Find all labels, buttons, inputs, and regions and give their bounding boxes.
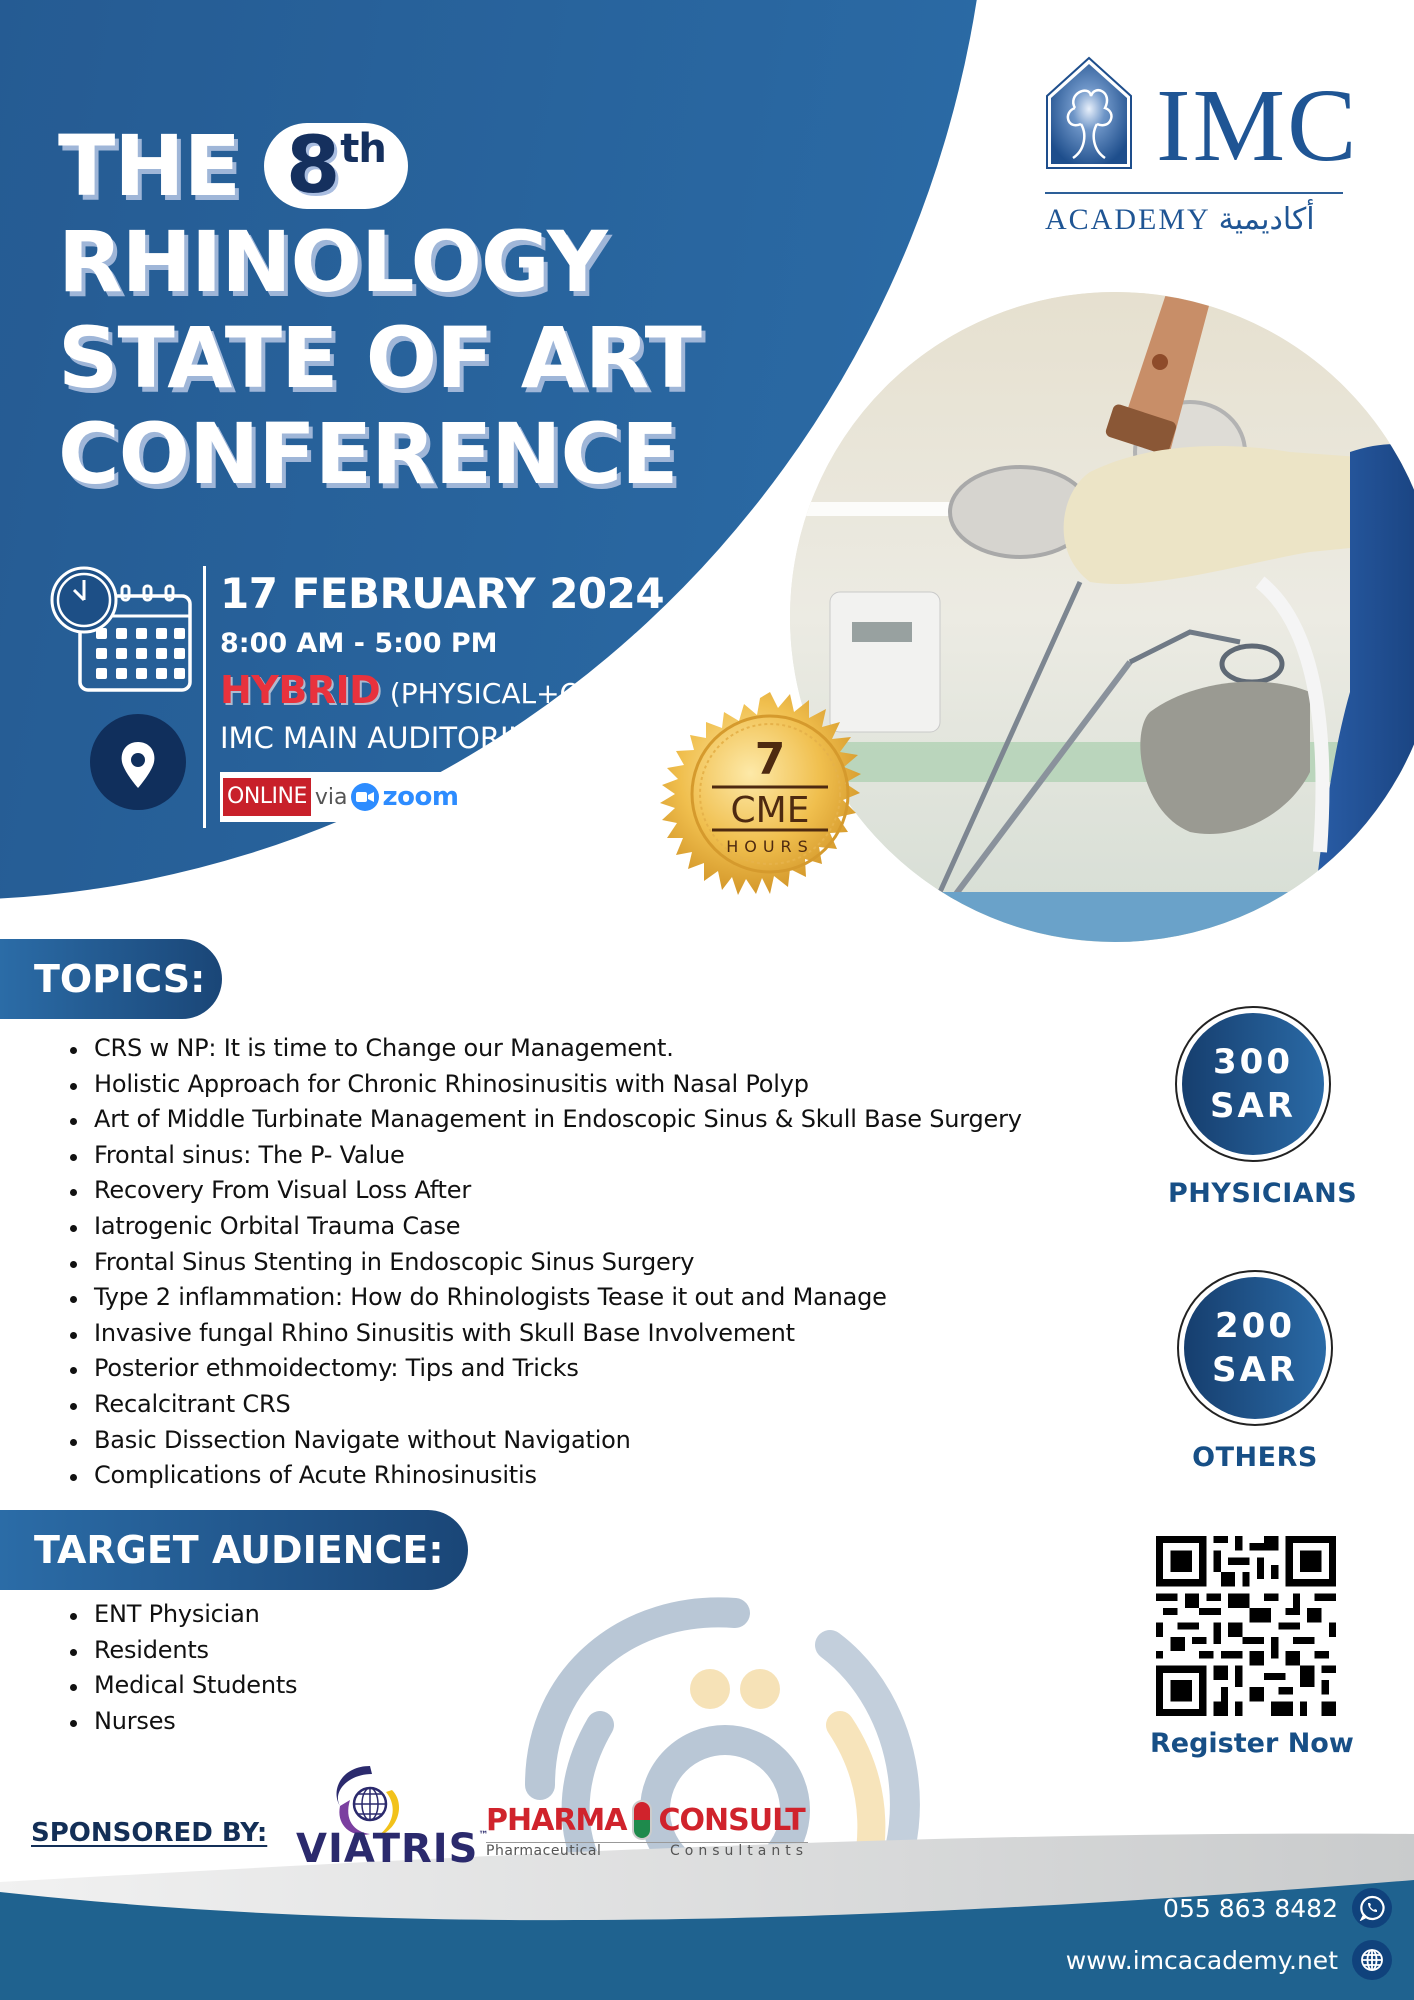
title-line-1: [58, 118, 701, 214]
topic-item: Posterior ethmoidectomy: Tips and Tricks: [64, 1351, 1022, 1387]
zoom-camera-icon: [351, 783, 379, 811]
title-line-3: STATE OF ART: [58, 309, 701, 407]
topic-item: Complications of Acute Rhinosinusitis: [64, 1458, 1022, 1494]
topic-item: Holistic Approach for Chronic Rhinosinusitis with Nasal Polyp: [64, 1067, 1022, 1103]
logo-subtitle: [1045, 202, 1315, 238]
registration-qr-code[interactable]: [1156, 1536, 1336, 1716]
tree-arch-emblem-icon: [1045, 54, 1133, 170]
svg-text:7: 7: [754, 734, 786, 785]
title-line-2: RHINOLOGY: [58, 213, 607, 311]
calendar-clock-icon: [50, 566, 200, 816]
topics-heading: [0, 939, 222, 1019]
topic-item: Iatrogenic Orbital Trauma Case: [64, 1209, 1022, 1245]
pharma-name-right: CONSULT: [658, 1802, 805, 1838]
price-ring: [1177, 1270, 1333, 1426]
imc-academy-logo: [1043, 54, 1359, 244]
ordinal-number: 8: [285, 121, 339, 211]
topic-item: CRS w NP: It is time to Change our Management.: [64, 1031, 1022, 1067]
logo-subtitle-ar: أكاديمية: [1218, 202, 1315, 237]
viatris-wordmark: [296, 1826, 489, 1872]
online-label: ONLINE: [223, 778, 311, 816]
event-date: 17 FEBRUARY 2024: [220, 569, 665, 618]
price-disc: [1182, 1013, 1324, 1155]
online-via-zoom-badge: [220, 772, 482, 822]
topic-item: Frontal sinus: The P- Value: [64, 1138, 1022, 1174]
topics-heading-label: TOPICS:: [34, 957, 206, 1001]
event-info-icons: [50, 566, 200, 816]
svg-text:HOURS: HOURS: [726, 837, 814, 856]
contact-phone[interactable]: [1163, 1888, 1392, 1928]
ordinal-badge: [264, 123, 408, 209]
pharma-consult-logo: [486, 1800, 816, 1870]
endoscopic-surgery-illustration: [790, 292, 1414, 942]
pharma-tagline-right: Consultants: [670, 1843, 808, 1859]
price-ring: [1175, 1006, 1331, 1162]
price-others: [1170, 1270, 1340, 1473]
target-audience-heading-label: TARGET AUDIENCE:: [34, 1528, 444, 1572]
audience-item: Residents: [64, 1633, 297, 1669]
ordinal-suffix: th: [340, 126, 386, 172]
website-link[interactable]: www.imcacademy.net: [1065, 1945, 1338, 1975]
conference-title: [58, 118, 701, 502]
topic-item: Invasive fungal Rhino Sinusitis with Skull Base Involvement: [64, 1316, 1022, 1352]
event-mode-highlight: HYBRID: [220, 668, 381, 712]
logo-subtitle-en: ACADEMY: [1045, 203, 1211, 236]
topics-list: [64, 1031, 1022, 1494]
trademark-mark: ™: [478, 1830, 490, 1841]
price-label: OTHERS: [1192, 1442, 1318, 1473]
logo-divider: [1045, 192, 1343, 194]
viatris-name: VIATRIS: [296, 1826, 479, 1872]
audience-item: ENT Physician: [64, 1597, 297, 1633]
topic-item: Recovery From Visual Loss After: [64, 1173, 1022, 1209]
whatsapp-icon: [1352, 1888, 1392, 1928]
register-now-link[interactable]: Register Now: [1150, 1728, 1354, 1759]
topic-item: Frontal Sinus Stenting in Endoscopic Sinus Surgery: [64, 1245, 1022, 1281]
globe-icon: [1352, 1940, 1392, 1980]
event-mode: [220, 667, 676, 717]
price-label: PHYSICIANS: [1168, 1178, 1358, 1209]
svg-text:CME: CME: [730, 790, 810, 831]
price-physicians: [1168, 1006, 1358, 1209]
topic-item: Basic Dissection Navigate without Navigation: [64, 1423, 1022, 1459]
topic-item: Type 2 inflammation: How do Rhinologists Tease it out and Manage: [64, 1280, 1022, 1316]
price-currency: SAR: [1210, 1086, 1296, 1126]
event-details: [220, 565, 676, 759]
event-venue: IMC MAIN AUDITORIUM: [220, 721, 555, 755]
audience-item: Nurses: [64, 1704, 297, 1740]
cme-hours-seal: [660, 692, 880, 914]
capsule-icon: [632, 1800, 652, 1840]
pharma-name-left: PHARMA: [486, 1802, 627, 1838]
sponsored-by-heading: SPONSORED BY:: [31, 1818, 268, 1848]
pharma-tagline-left: Pharmaceutical: [486, 1843, 602, 1859]
title-prefix: THE: [58, 117, 240, 215]
zoom-wordmark: zoom: [382, 782, 459, 812]
info-divider: [203, 566, 206, 828]
topic-item: Recalcitrant CRS: [64, 1387, 1022, 1423]
audience-list: [64, 1597, 297, 1739]
price-currency: SAR: [1212, 1350, 1298, 1390]
via-label: via: [314, 784, 348, 810]
phone-number[interactable]: 055 863 8482: [1163, 1893, 1338, 1923]
event-mode-detail: (PHYSICAL+ONLINE): [389, 677, 676, 710]
logo-wordmark: IMC: [1156, 68, 1359, 183]
event-time: 8:00 AM - 5:00 PM: [220, 628, 498, 659]
title-line-4: CONFERENCE: [58, 405, 678, 503]
price-disc: [1184, 1277, 1326, 1419]
price-amount: 200: [1215, 1306, 1295, 1346]
target-audience-heading: [0, 1510, 468, 1590]
audience-item: Medical Students: [64, 1668, 297, 1704]
price-amount: 300: [1213, 1042, 1293, 1082]
contact-website[interactable]: [1066, 1940, 1392, 1980]
topic-item: Art of Middle Turbinate Management in Endoscopic Sinus & Skull Base Surgery: [64, 1102, 1022, 1138]
